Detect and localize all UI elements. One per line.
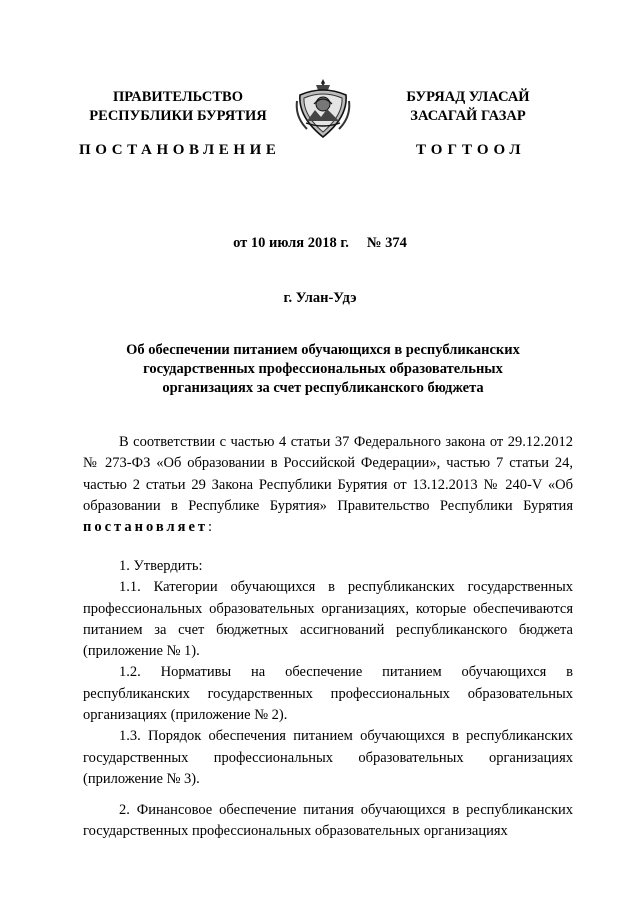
preamble-colon: : — [208, 519, 213, 536]
clause-1 — [83, 556, 573, 790]
issuer-right — [368, 88, 568, 126]
subject-line1: Об обеспечении питанием обучающихся в республиканских — [126, 342, 520, 358]
date-number-line — [0, 235, 640, 252]
issuer-left — [78, 88, 278, 126]
issuer-left-line1: ПРАВИТЕЛЬСТВО — [113, 89, 243, 105]
preamble — [83, 432, 573, 538]
document-subject — [100, 341, 546, 398]
issuer-left-line2: РЕСПУБЛИКИ БУРЯТИЯ — [89, 108, 267, 124]
issuer-right-line1: БУРЯАД УЛАСАЙ — [406, 89, 530, 105]
document-type-right: ТОГТООЛ — [416, 142, 526, 158]
clause-1-3: 1.3. Порядок обеспечения питанием обучающихся в республиканских государственных профессиональных образовательных организациях (приложение № 3). — [83, 728, 573, 787]
subject-line2: государственных профессиональных образовательных — [143, 361, 503, 377]
clause-1-intro: 1. Утвердить: — [119, 558, 203, 574]
issuer-right-line2: ЗАСАГАЙ ГАЗАР — [410, 108, 526, 124]
document-type-left: ПОСТАНОВЛЕНИЕ — [79, 142, 281, 158]
clause-2-text: 2. Финансовое обеспечение питания обучающихся в республиканских государственных профессиональных образовательных организациях — [83, 802, 573, 840]
city: г. Улан-Удэ — [283, 290, 357, 306]
clause-2 — [83, 800, 573, 843]
document-number: № 374 — [366, 235, 407, 251]
subject-line3: организациях за счет республиканского бюджета — [162, 380, 484, 396]
preamble-paragraph — [83, 432, 573, 538]
decree-word: постановляет — [83, 519, 209, 536]
clause-1-1: 1.1. Категории обучающихся в республиканских государственных профессиональных образовательных организациях, которые обеспечиваются питанием за счет бюджетных ассигнований республиканского бюджета (приложение № 1). — [83, 579, 573, 660]
document-date: от 10 июля 2018 г. — [233, 235, 349, 251]
preamble-text: В соответствии с частью 4 статьи 37 Федерального закона от 29.12.2012 № 273-ФЗ «Об образовании в Российской Федерации», частью 7 статьи 24, частью 2 статьи 29 Закона Республики Бурятия от 13.12.2013 № 240-V «Об образовании в Республике Бурятия» Правительство Республики Бурятия — [83, 434, 573, 514]
coat-of-arms-icon — [294, 77, 352, 141]
clause-1-2: 1.2. Нормативы на обеспечение питанием обучающихся в республиканских государственных профессиональных образовательных организациях (приложение № 2). — [83, 664, 573, 724]
